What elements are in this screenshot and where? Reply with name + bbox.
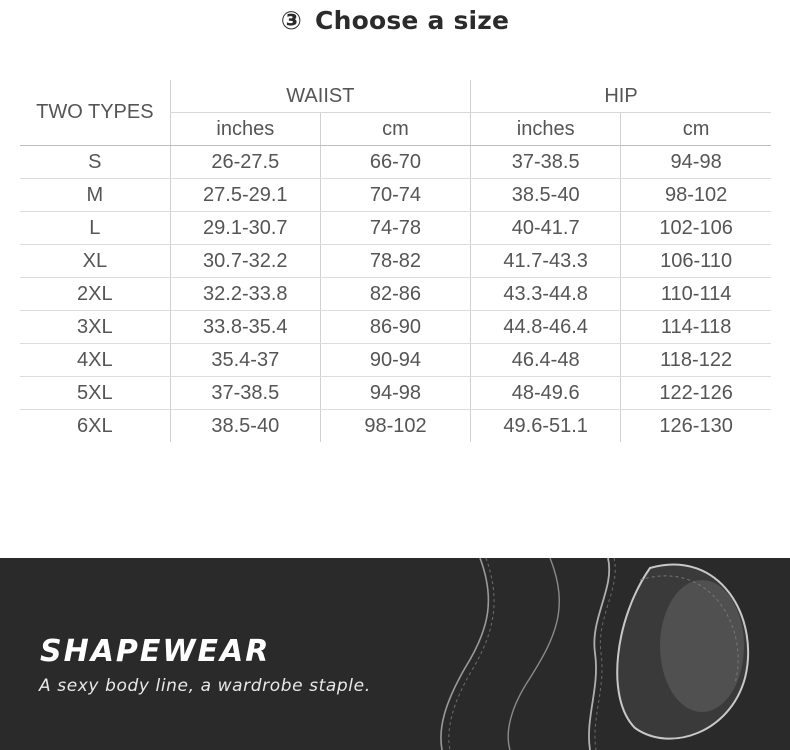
- size-label-cell: 3XL: [20, 311, 170, 344]
- table-row: [20, 212, 771, 245]
- unit-header: inches: [170, 113, 320, 146]
- table-row: [20, 344, 771, 377]
- measurement-cell: 94-98: [621, 146, 771, 179]
- size-label-cell: 5XL: [20, 377, 170, 410]
- hip-group-header: HIP: [471, 80, 771, 113]
- table-row: [20, 278, 771, 311]
- banner-tagline: A sexy body line, a wardrobe staple.: [39, 676, 371, 696]
- page-title: [0, 6, 790, 35]
- table-row: [20, 146, 771, 179]
- measurement-cell: 30.7-32.2: [170, 245, 320, 278]
- measurement-cell: 122-126: [621, 377, 771, 410]
- size-rows: [20, 146, 771, 443]
- measurement-cell: 41.7-43.3: [471, 245, 621, 278]
- table-row: [20, 179, 771, 212]
- size-label-cell: M: [20, 179, 170, 212]
- waist-group-header: WAIIST: [170, 80, 470, 113]
- measurement-cell: 46.4-48: [471, 344, 621, 377]
- measurement-cell: 37-38.5: [170, 377, 320, 410]
- measurement-cell: 35.4-37: [170, 344, 320, 377]
- table-row: [20, 245, 771, 278]
- measurement-cell: 66-70: [320, 146, 470, 179]
- measurement-cell: 26-27.5: [170, 146, 320, 179]
- measurement-cell: 118-122: [621, 344, 771, 377]
- unit-header: cm: [320, 113, 470, 146]
- title-text: Choose a size: [315, 6, 510, 35]
- measurement-cell: 29.1-30.7: [170, 212, 320, 245]
- table-row: [20, 410, 771, 443]
- measurement-cell: 38.5-40: [471, 179, 621, 212]
- measurement-cell: 98-102: [621, 179, 771, 212]
- table-row: [20, 377, 771, 410]
- size-label-cell: 4XL: [20, 344, 170, 377]
- measurement-cell: 33.8-35.4: [170, 311, 320, 344]
- measurement-cell: 38.5-40: [170, 410, 320, 443]
- table-row: [20, 311, 771, 344]
- size-label-cell: 2XL: [20, 278, 170, 311]
- measurement-cell: 78-82: [320, 245, 470, 278]
- measurement-cell: 98-102: [320, 410, 470, 443]
- measurement-cell: 86-90: [320, 311, 470, 344]
- types-header: TWO TYPES: [20, 80, 170, 146]
- step-number: ③: [280, 6, 303, 35]
- measurement-cell: 102-106: [621, 212, 771, 245]
- measurement-cell: 49.6-51.1: [471, 410, 621, 443]
- size-label-cell: XL: [20, 245, 170, 278]
- measurement-cell: 82-86: [320, 278, 470, 311]
- measurement-cell: 44.8-46.4: [471, 311, 621, 344]
- measurement-cell: 43.3-44.8: [471, 278, 621, 311]
- measurement-cell: 37-38.5: [471, 146, 621, 179]
- measurement-cell: 74-78: [320, 212, 470, 245]
- measurement-cell: 90-94: [320, 344, 470, 377]
- measurement-cell: 40-41.7: [471, 212, 621, 245]
- size-label-cell: L: [20, 212, 170, 245]
- banner-headline: SHAPEWEAR: [40, 634, 271, 669]
- measurement-cell: 94-98: [320, 377, 470, 410]
- size-chart-table: [20, 80, 771, 442]
- measurement-cell: 70-74: [320, 179, 470, 212]
- measurement-cell: 27.5-29.1: [170, 179, 320, 212]
- measurement-cell: 106-110: [621, 245, 771, 278]
- measurement-cell: 114-118: [621, 311, 771, 344]
- measurement-cell: 110-114: [621, 278, 771, 311]
- measurement-cell: 48-49.6: [471, 377, 621, 410]
- measurement-cell: 32.2-33.8: [170, 278, 320, 311]
- shapewear-banner: [0, 558, 790, 750]
- body-silhouette-illustration: [420, 558, 790, 750]
- measurement-cell: 126-130: [621, 410, 771, 443]
- unit-header: inches: [471, 113, 621, 146]
- unit-header: cm: [621, 113, 771, 146]
- size-label-cell: S: [20, 146, 170, 179]
- size-label-cell: 6XL: [77, 414, 113, 437]
